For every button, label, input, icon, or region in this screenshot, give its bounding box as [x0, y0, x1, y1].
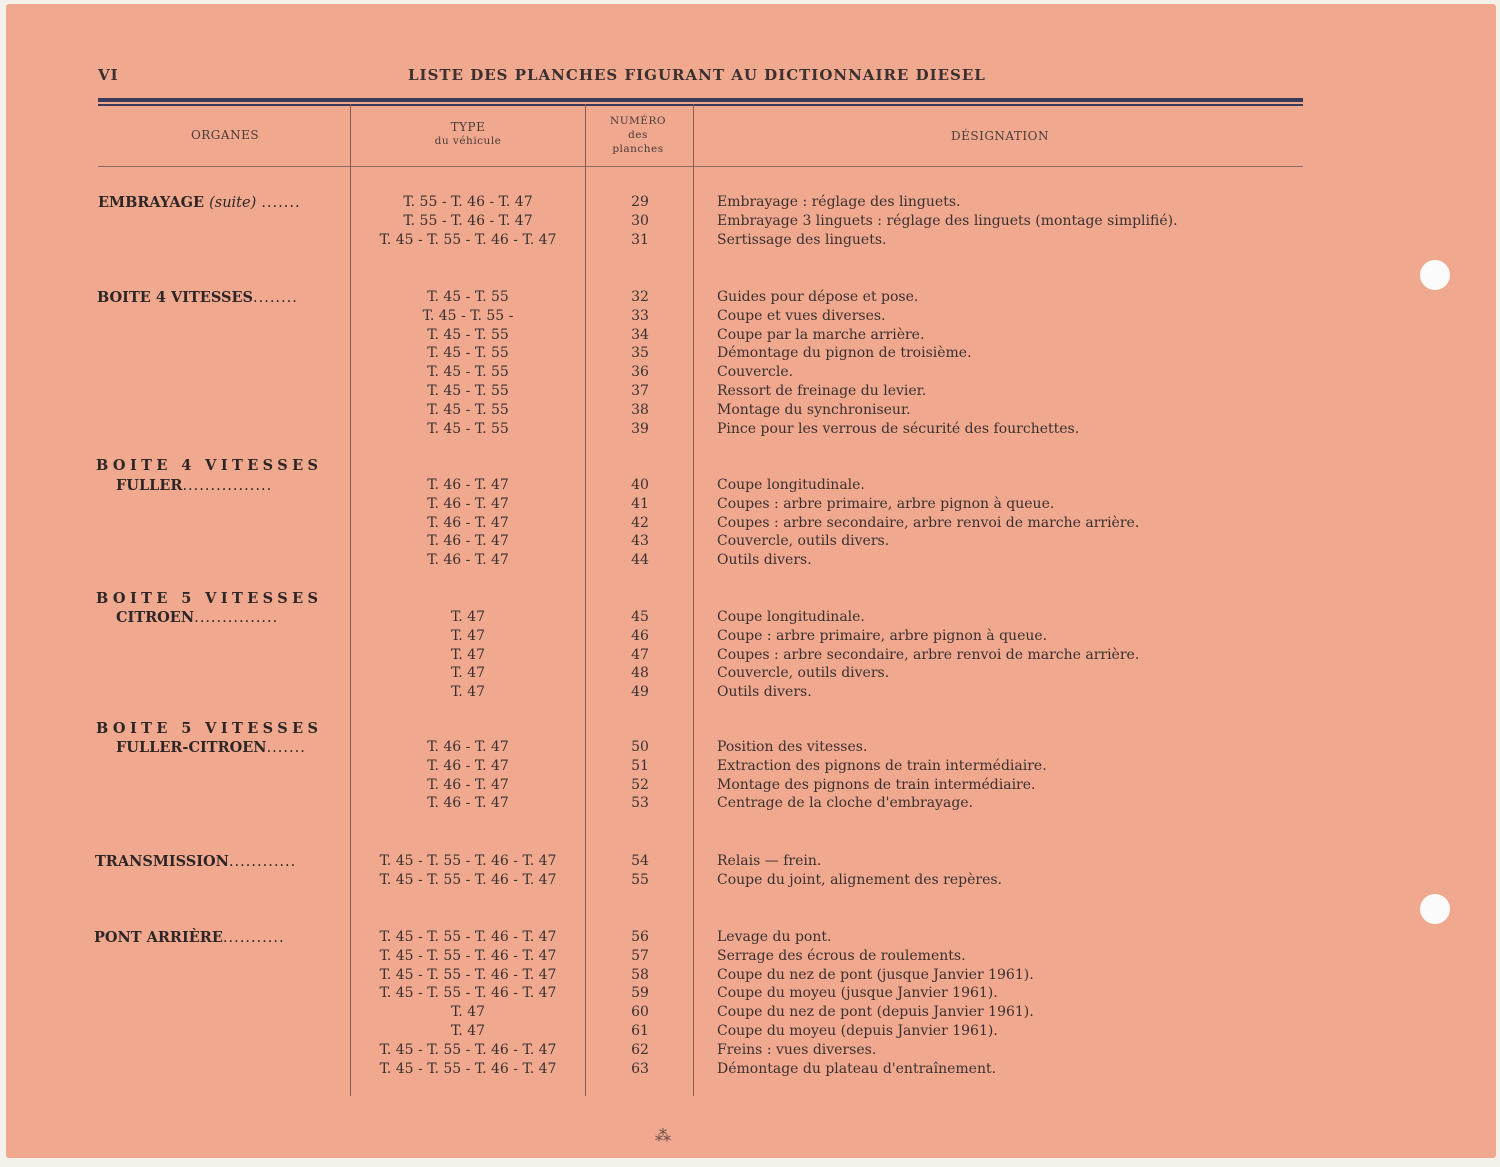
column-header-numero-mid: des — [628, 129, 648, 141]
vehicle-type-cell: T. 45 - T. 55 - T. 46 - T. 47 — [379, 1041, 557, 1058]
plate-number-cell: 50 — [631, 739, 649, 755]
plate-number-cell: 45 — [631, 609, 649, 625]
designation-cell: Coupe longitudinale. — [717, 477, 865, 493]
plate-number-cell: 47 — [631, 646, 649, 663]
organ-note: (suite) — [209, 195, 257, 211]
vehicle-type-cell: T. 45 - T. 55 — [427, 326, 509, 343]
organ-boite-5-vitesses-citroen: BOITE 5 VITESSES — [96, 590, 323, 607]
plate-number-cell: 61 — [631, 1023, 649, 1039]
designation-cell: Serrage des écrous de roulements. — [717, 947, 966, 964]
table-row — [0, 552, 1500, 571]
designation-cell: Coupes : arbre primaire, arbre pignon à queue. — [717, 495, 1055, 512]
designation-cell: Ressort de freinage du levier. — [717, 383, 927, 399]
designation-cell: Couvercle, outils divers. — [717, 665, 890, 682]
plate-number-cell: 40 — [631, 477, 649, 493]
table-row — [0, 402, 1500, 421]
designation-cell: Montage du synchroniseur. — [717, 401, 911, 418]
designation-cell: Levage du pont. — [717, 929, 832, 945]
table-row — [0, 665, 1500, 684]
vehicle-type-cell: T. 45 - T. 55 - T. 46 - T. 47 — [379, 231, 557, 248]
table-row — [0, 948, 1500, 967]
designation-cell: Guides pour dépose et pose. — [717, 289, 919, 305]
vehicle-type-cell: T. 45 - T. 55 — [427, 364, 509, 381]
column-header-organes: ORGANES — [190, 128, 260, 142]
plate-number-cell: 32 — [631, 289, 649, 305]
organ-leader: ....... — [266, 740, 306, 756]
designation-cell: Montage des pignons de train intermédiaire. — [717, 776, 1036, 793]
organ-label-line2: FULLER — [116, 477, 183, 494]
table-row — [0, 327, 1500, 346]
table-row — [0, 515, 1500, 534]
designation-cell: Coupe du moyeu (depuis Janvier 1961). — [717, 1023, 998, 1039]
table-row — [0, 289, 1500, 308]
organ-label: EMBRAYAGE — [98, 194, 205, 211]
designation-cell: Coupe du nez de pont (jusque Janvier 1961). — [717, 966, 1034, 983]
table-row — [0, 739, 1500, 758]
vehicle-type-cell: T. 45 - T. 55 - T. 46 - T. 47 — [379, 871, 557, 888]
designation-cell: Centrage de la cloche d'embrayage. — [717, 795, 974, 812]
vehicle-type-cell: T. 46 - T. 47 — [427, 776, 509, 793]
table-row — [0, 628, 1500, 647]
vehicle-type-cell: T. 46 - T. 47 — [427, 795, 509, 812]
column-header-designation: DÉSIGNATION — [950, 129, 1050, 143]
organ-label: BOITE 4 VITESSES — [97, 289, 253, 306]
column-header-numero-bottom: planches — [612, 143, 664, 155]
vehicle-type-cell: T. 55 - T. 46 - T. 47 — [403, 212, 533, 229]
designation-cell: Coupe : arbre primaire, arbre pignon à queue. — [717, 627, 1048, 644]
column-header-numero-top: NUMÉRO — [610, 115, 666, 127]
table-row — [0, 308, 1500, 327]
table-row — [0, 758, 1500, 777]
designation-cell: Coupe du moyeu (jusque Janvier 1961). — [717, 985, 998, 1002]
plate-number-cell: 42 — [631, 514, 649, 531]
table-row — [0, 929, 1500, 948]
header-rule — [98, 98, 1303, 102]
vehicle-type-cell: T. 45 - T. 55 — [427, 383, 509, 399]
designation-cell: Extraction des pignons de train intermédiaire. — [717, 757, 1047, 774]
page-number: VI — [98, 66, 119, 84]
vehicle-type-cell: T. 45 - T. 55 - T. 46 - T. 47 — [379, 853, 557, 869]
vehicle-type-cell: T. 55 - T. 46 - T. 47 — [403, 194, 533, 210]
table-row — [0, 1042, 1500, 1061]
vehicle-type-cell: T. 45 - T. 55 - — [422, 307, 514, 324]
designation-cell: Coupe du joint, alignement des repères. — [717, 871, 1003, 888]
plate-number-cell: 62 — [631, 1041, 649, 1058]
vehicle-type-cell: T. 47 — [451, 646, 485, 663]
designation-cell: Pince pour les verrous de sécurité des fourchettes. — [717, 420, 1080, 437]
designation-cell: Freins : vues diverses. — [717, 1041, 877, 1058]
organ-leader: ........... — [222, 930, 285, 946]
plate-number-cell: 48 — [631, 665, 649, 682]
vehicle-type-cell: T. 46 - T. 47 — [427, 533, 509, 550]
designation-cell: Embrayage 3 linguets : réglage des linguets (montage simplifié). — [717, 212, 1178, 229]
table-row — [0, 194, 1500, 213]
designation-cell: Couvercle. — [717, 364, 794, 381]
table-row — [0, 1023, 1500, 1042]
plate-number-cell: 54 — [631, 853, 649, 869]
vehicle-type-cell: T. 47 — [451, 1023, 485, 1039]
designation-cell: Outils divers. — [717, 684, 812, 701]
plate-number-cell: 29 — [631, 194, 649, 210]
table-row — [0, 853, 1500, 872]
table-row — [0, 967, 1500, 986]
plate-number-cell: 59 — [631, 985, 649, 1002]
column-header-type-top: TYPE — [450, 120, 486, 134]
plate-number-cell: 39 — [631, 420, 649, 437]
vehicle-type-cell: T. 47 — [451, 1004, 485, 1021]
vehicle-type-cell: T. 46 - T. 47 — [427, 739, 509, 755]
table-row — [0, 496, 1500, 515]
vehicle-type-cell: T. 46 - T. 47 — [427, 514, 509, 531]
vehicle-type-cell: T. 45 - T. 55 - T. 46 - T. 47 — [379, 1060, 557, 1077]
designation-cell: Sertissage des linguets. — [717, 231, 887, 248]
organ-label-line2: CITROEN — [116, 609, 195, 626]
table-row — [0, 213, 1500, 232]
plate-number-cell: 56 — [631, 929, 649, 945]
header-rule-thin — [98, 104, 1303, 106]
table-row — [0, 383, 1500, 402]
designation-cell: Couvercle, outils divers. — [717, 533, 890, 550]
vehicle-type-cell: T. 45 - T. 55 - T. 46 - T. 47 — [379, 966, 557, 983]
vehicle-type-cell: T. 46 - T. 47 — [427, 495, 509, 512]
plate-number-cell: 51 — [631, 757, 649, 774]
column-header-numero — [590, 114, 686, 156]
vehicle-type-cell: T. 46 - T. 47 — [427, 477, 509, 493]
designation-cell: Coupe longitudinale. — [717, 609, 865, 625]
vehicle-type-cell: T. 47 — [451, 627, 485, 644]
plate-number-cell: 52 — [631, 776, 649, 793]
table-row — [0, 795, 1500, 814]
vehicle-type-cell: T. 45 - T. 55 — [427, 420, 509, 437]
plate-number-cell: 53 — [631, 795, 649, 812]
plate-number-cell: 49 — [631, 684, 649, 701]
vehicle-type-cell: T. 45 - T. 55 - T. 46 - T. 47 — [379, 929, 557, 945]
vehicle-type-cell: T. 45 - T. 55 — [427, 345, 509, 362]
vehicle-type-cell: T. 45 - T. 55 — [427, 289, 509, 305]
organ-leader: ....... — [261, 195, 301, 211]
table-row — [0, 777, 1500, 796]
table-row — [0, 647, 1500, 666]
organ-leader: ........ — [253, 290, 298, 306]
designation-cell: Relais — frein. — [717, 853, 822, 869]
designation-cell: Outils divers. — [717, 552, 812, 569]
table-row — [0, 1061, 1500, 1080]
vehicle-type-cell: T. 45 - T. 55 - T. 46 - T. 47 — [379, 985, 557, 1002]
vehicle-type-cell: T. 46 - T. 47 — [427, 552, 509, 569]
table-row — [0, 364, 1500, 383]
ornament-mark: ⁂ — [655, 1126, 671, 1145]
table-row — [0, 421, 1500, 440]
vehicle-type-cell: T. 47 — [451, 665, 485, 682]
binder-hole-bottom — [1420, 894, 1450, 924]
organ-boite-5-vitesses-fuller-citroen: BOITE 5 VITESSES — [96, 720, 323, 737]
organ-leader: ............ — [228, 854, 297, 870]
organ-leader: ................ — [182, 478, 273, 494]
table-row — [0, 1004, 1500, 1023]
plate-number-cell: 43 — [631, 533, 649, 550]
plate-number-cell: 46 — [631, 627, 649, 644]
plate-number-cell: 37 — [631, 383, 649, 399]
table-row — [0, 684, 1500, 703]
vehicle-type-cell: T. 47 — [451, 609, 485, 625]
vehicle-type-cell: T. 46 - T. 47 — [427, 757, 509, 774]
designation-cell: Démontage du plateau d'entraînement. — [717, 1060, 997, 1077]
binder-hole-top — [1420, 260, 1450, 290]
organ-label: TRANSMISSION — [95, 853, 229, 870]
plate-number-cell: 31 — [631, 231, 649, 248]
designation-cell: Démontage du pignon de troisième. — [717, 345, 972, 362]
table-row — [0, 533, 1500, 552]
vehicle-type-cell: T. 45 - T. 55 - T. 46 - T. 47 — [379, 947, 557, 964]
plate-number-cell: 57 — [631, 947, 649, 964]
designation-cell: Coupe par la marche arrière. — [717, 326, 925, 343]
plate-number-cell: 30 — [631, 212, 649, 229]
table-row — [0, 872, 1500, 891]
vehicle-type-cell: T. 47 — [451, 684, 485, 701]
plate-number-cell: 36 — [631, 364, 649, 381]
designation-cell: Position des vitesses. — [717, 739, 868, 755]
plate-number-cell: 55 — [631, 871, 649, 888]
plate-number-cell: 58 — [631, 966, 649, 983]
plate-number-cell: 38 — [631, 401, 649, 418]
organ-leader: ............... — [194, 610, 279, 626]
vehicle-type-cell: T. 45 - T. 55 — [427, 401, 509, 418]
plate-number-cell: 63 — [631, 1060, 649, 1077]
table-row — [0, 609, 1500, 628]
table-row — [0, 232, 1500, 251]
page-title: LISTE DES PLANCHES FIGURANT AU DICTIONNAIRE DIESEL — [408, 66, 986, 84]
table-row — [0, 985, 1500, 1004]
column-header-rule — [98, 166, 1303, 167]
plate-number-cell: 41 — [631, 495, 649, 512]
designation-cell: Coupe du nez de pont (depuis Janvier 1961). — [717, 1004, 1034, 1021]
designation-cell: Embrayage : réglage des linguets. — [717, 194, 961, 210]
plate-number-cell: 35 — [631, 345, 649, 362]
plate-number-cell: 33 — [631, 307, 649, 324]
organ-label: PONT ARRIÈRE — [94, 929, 223, 946]
table-row — [0, 477, 1500, 496]
column-header-type-bottom: du véhicule — [434, 135, 502, 147]
organ-label-line2: FULLER-CITROEN — [116, 739, 267, 756]
plate-number-cell: 44 — [631, 552, 649, 569]
designation-cell: Coupes : arbre secondaire, arbre renvoi de marche arrière. — [717, 646, 1140, 663]
table-row — [0, 345, 1500, 364]
designation-cell: Coupe et vues diverses. — [717, 307, 886, 324]
plate-number-cell: 60 — [631, 1004, 649, 1021]
designation-cell: Coupes : arbre secondaire, arbre renvoi de marche arrière. — [717, 514, 1140, 531]
organ-boite-4-vitesses-fuller: BOITE 4 VITESSES — [96, 457, 323, 474]
plate-number-cell: 34 — [631, 326, 649, 343]
column-header-type — [350, 120, 586, 148]
